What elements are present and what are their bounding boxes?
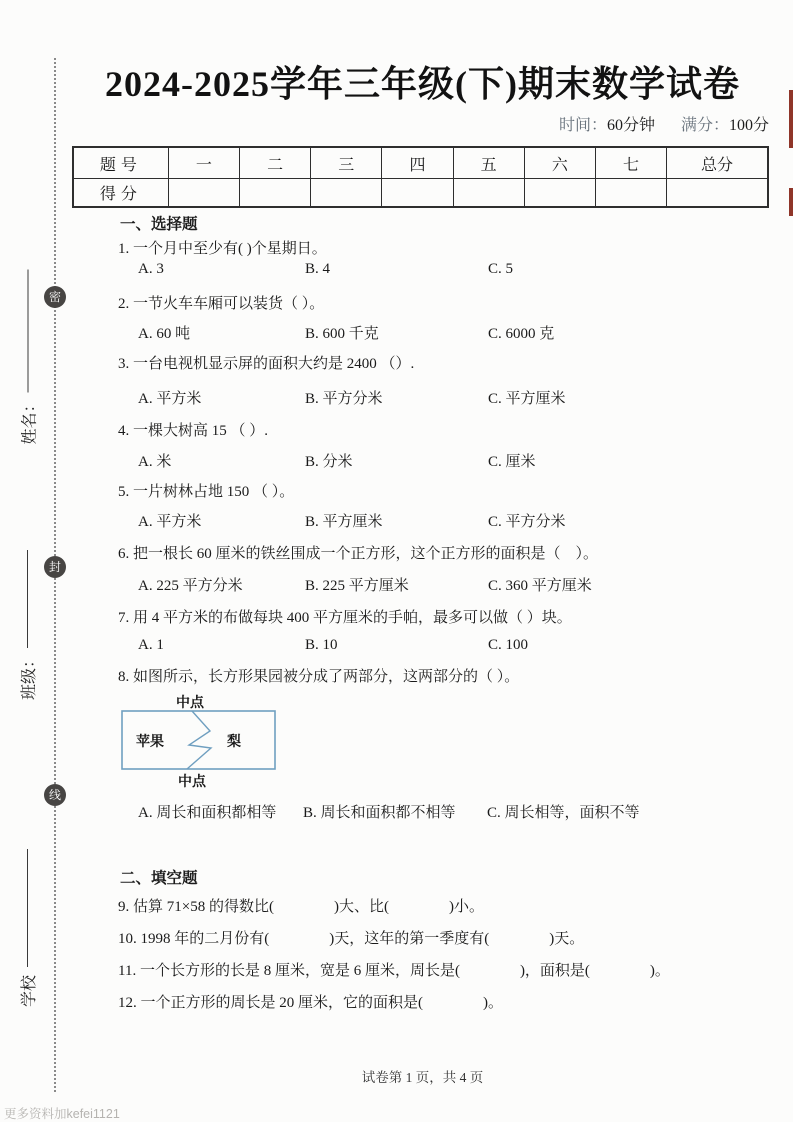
option-c: C. 平方厘米 (488, 391, 566, 407)
full-score-label: 满分： (680, 117, 729, 134)
option-a: A. 3 (138, 261, 164, 277)
school-label: 学校 (20, 970, 38, 1007)
option-b: B. 平方厘米 (305, 514, 383, 530)
option-a: A. 平方米 (138, 391, 202, 407)
score-cell (311, 179, 382, 208)
option-c: C. 平方分米 (488, 514, 566, 530)
options-row-1 (0, 261, 793, 281)
exam-meta (75, 112, 769, 135)
question-1: 1. 一个月中至少有( )个星期日。 (118, 241, 327, 257)
watermark: 更多资料加kefei1121 (4, 1107, 120, 1121)
student-school-field (16, 849, 38, 1007)
question-4: 4. 一棵大树高 15 （ ）. (118, 423, 269, 439)
page-title: 2024-2025学年三年级(下)期末数学试卷 (105, 64, 740, 104)
name-label: 姓名： (21, 396, 38, 445)
scan-edge-mark (789, 188, 793, 216)
options-row-8 (0, 801, 793, 821)
option-a: A. 平方米 (138, 514, 202, 530)
seal-char-feng: 封 (44, 556, 66, 578)
question-number-header: 题号 (73, 147, 168, 179)
option-c: C. 6000 克 (488, 326, 555, 342)
question-3: 3. 一台电视机显示屏的面积大约是 2400 （）. (118, 356, 415, 372)
question-5: 5. 一片树林占地 150 （ ）。 (118, 484, 295, 500)
footer-page-number: 试卷第 1 页，共 4 页 (361, 1070, 484, 1085)
option-c: C. 周长相等，面积不等 (487, 805, 640, 821)
col-total: 总分 (667, 147, 768, 179)
option-a: A. 1 (138, 637, 164, 653)
score-table-header-row (73, 147, 768, 179)
option-c: C. 厘米 (488, 454, 536, 470)
question-8: 8. 如图所示，长方形果园被分成了两部分，这两部分的（ ）。 (118, 669, 520, 685)
midpoint-bottom-label: 中点 (178, 775, 206, 790)
question-10: 10. 1998 年的二月份有( )天，这年的第一季度有( )天。 (118, 931, 585, 947)
option-c: C. 5 (488, 261, 514, 277)
question-7: 7. 用 4 平方米的布做每块 400 平方厘米的手帕，最多可以做（ ）块。 (118, 610, 572, 626)
col-5: 五 (453, 147, 524, 179)
option-b: B. 4 (305, 261, 331, 277)
score-cell (667, 179, 768, 208)
option-b: B. 周长和面积都不相等 (303, 805, 456, 821)
student-name-field (17, 270, 39, 445)
option-b: B. 600 千克 (305, 326, 379, 342)
score-cell (524, 179, 595, 208)
option-a: A. 225 平方分米 (138, 578, 243, 594)
option-b: B. 分米 (305, 454, 353, 470)
option-b: B. 225 平方厘米 (305, 578, 409, 594)
full-score-value: 100分 (728, 117, 769, 134)
school-blank-line (27, 849, 28, 967)
question-9: 9. 估算 71×58 的得数比( )大、比( )小。 (118, 899, 484, 915)
option-a: A. 60 吨 (138, 326, 191, 342)
options-row-2 (0, 322, 793, 342)
scan-edge-mark (789, 90, 793, 148)
score-cell (453, 179, 524, 208)
zigzag-divider (187, 711, 211, 769)
seal-char-xian: 线 (44, 784, 66, 806)
seal-char-mi: 密 (44, 286, 66, 308)
option-a: A. 周长和面积都相等 (138, 805, 277, 821)
col-7: 七 (595, 147, 666, 179)
score-table-score-row (73, 179, 768, 208)
option-b: B. 10 (305, 637, 338, 653)
score-cell (168, 179, 239, 208)
class-label: 班级： (20, 651, 38, 700)
options-row-6 (0, 574, 793, 594)
col-6: 六 (524, 147, 595, 179)
apple-label: 苹果 (136, 735, 164, 750)
score-cell (240, 179, 311, 208)
class-blank-line (27, 550, 28, 648)
option-b: B. 平方分米 (305, 391, 383, 407)
midpoint-top-label: 中点 (176, 696, 204, 711)
col-3: 三 (311, 147, 382, 179)
score-cell (595, 179, 666, 208)
question-12: 12. 一个正方形的周长是 20 厘米，它的面积是( )。 (118, 995, 503, 1011)
question-2: 2. 一节火车车厢可以装货（ ）。 (118, 296, 325, 312)
option-c: C. 360 平方厘米 (488, 578, 592, 594)
question-11: 11. 一个长方形的长是 8 厘米，宽是 6 厘米，周长是( )，面积是( )。 (118, 963, 670, 979)
option-c: C. 100 (488, 637, 529, 653)
student-class-field (16, 550, 38, 700)
option-a: A. 米 (138, 454, 172, 470)
options-row-5 (0, 510, 793, 530)
col-4: 四 (382, 147, 453, 179)
options-row-3 (0, 387, 793, 407)
choice-section-title: 一、选择题 (120, 216, 198, 233)
score-header: 得分 (73, 179, 168, 208)
question-6: 6. 把一根长 60 厘米的铁丝围成一个正方形，这个正方形的面积是（ ）。 (118, 546, 599, 562)
col-2: 二 (240, 147, 311, 179)
fill-section-title: 二、填空题 (120, 870, 198, 887)
pear-label: 梨 (227, 735, 241, 750)
score-cell (382, 179, 453, 208)
time-label: 时间： (558, 117, 607, 134)
score-table (72, 146, 769, 208)
time-value: 60分钟 (606, 117, 655, 134)
col-1: 一 (168, 147, 239, 179)
options-row-4 (0, 450, 793, 470)
options-row-7 (0, 637, 793, 657)
